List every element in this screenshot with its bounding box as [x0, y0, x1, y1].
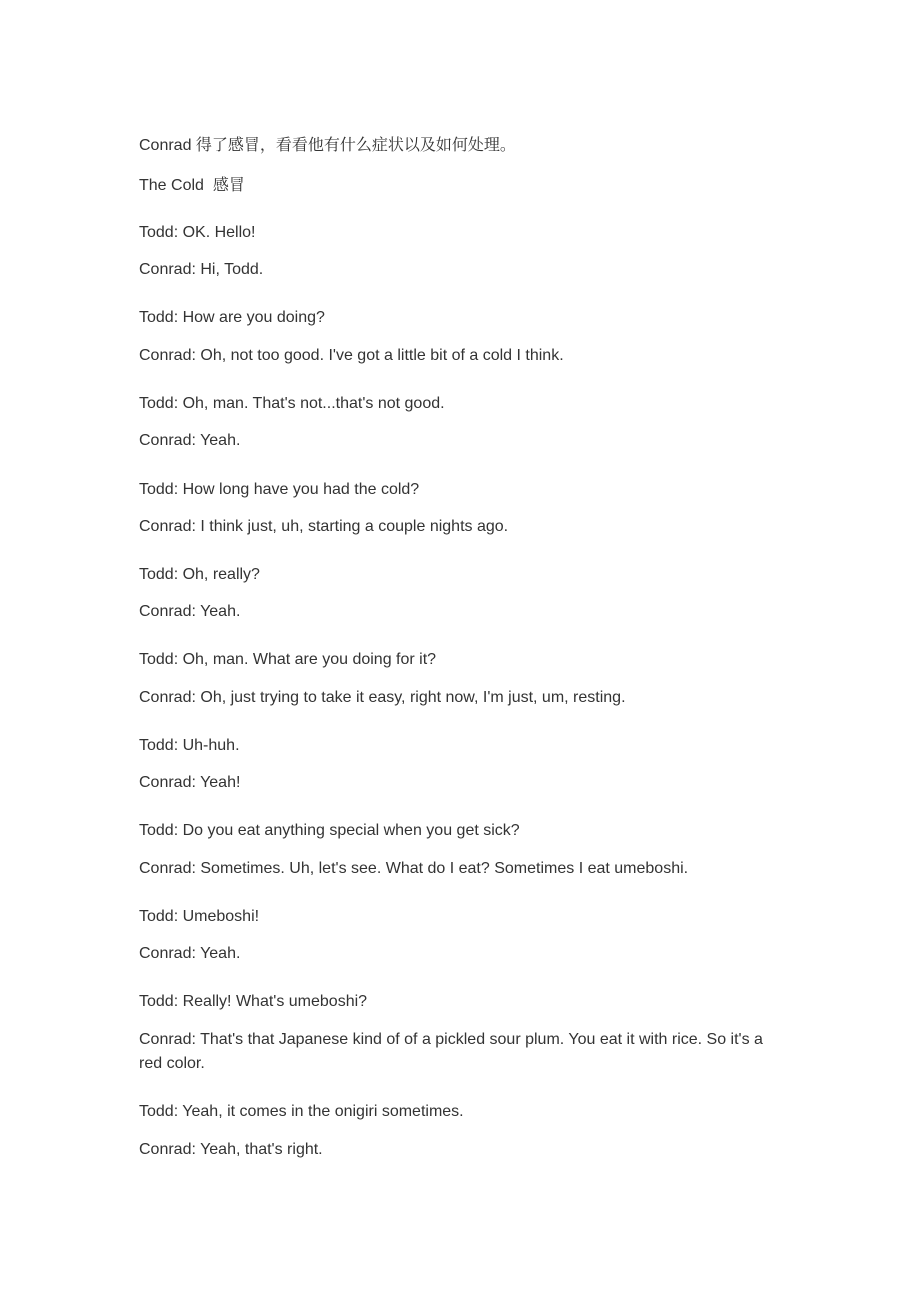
dialogue-line: Todd: OK. Hello! [139, 224, 256, 241]
dialogue-line: Todd: Oh, really? [139, 566, 260, 583]
dialogue-line: Conrad: Yeah. [139, 945, 241, 962]
title-english: The Cold [139, 177, 204, 194]
dialogue-line: Todd: Oh, man. That's not...that's not good. [139, 395, 445, 412]
dialogue-line: Conrad: Yeah! [139, 774, 241, 791]
dialogue-line: Conrad: Yeah, that's right. [139, 1141, 323, 1158]
dialogue-line: Conrad: Yeah. [139, 432, 241, 449]
dialogue-line: Conrad: Oh, not too good. I've got a little bit of a cold I think. [139, 347, 564, 364]
dialogue-line: Conrad: I think just, uh, starting a couple nights ago. [139, 518, 509, 535]
dialogue-line: Todd: How long have you had the cold? [139, 481, 420, 498]
dialogue-line: Todd: Oh, man. What are you doing for it? [139, 651, 437, 668]
title-chinese: 感冒 [212, 175, 245, 194]
intro-line [139, 134, 784, 158]
dialogue-line: Conrad: Yeah. [139, 603, 241, 620]
dialogue-line: Todd: Do you eat anything special when you get sick? [139, 822, 520, 839]
dialogue-line: Todd: Yeah, it comes in the onigiri sometimes. [139, 1103, 464, 1120]
intro-text: Conrad 得了感冒，看看他有什么症状以及如何处理。 [139, 137, 516, 154]
dialogue-line: Todd: Umeboshi! [139, 908, 260, 925]
title-line [139, 173, 784, 198]
dialogue-line: Conrad: Oh, just trying to take it easy, right now, I'm just, um, resting. [139, 689, 626, 706]
dialogue-line: Todd: Uh-huh. [139, 737, 240, 754]
dialogue-line: Todd: How are you doing? [139, 309, 325, 326]
dialogue-line: Conrad: Sometimes. Uh, let's see. What do I eat? Sometimes I eat umeboshi. [139, 860, 689, 877]
dialogue-line: Conrad: That's that Japanese kind of of a pickled sour plum. You eat it with rice. So it's a red color. [139, 1031, 763, 1072]
dialogue-line: Conrad: Hi, Todd. [139, 261, 264, 278]
dialogue-line: Todd: Really! What's umeboshi? [139, 993, 368, 1010]
